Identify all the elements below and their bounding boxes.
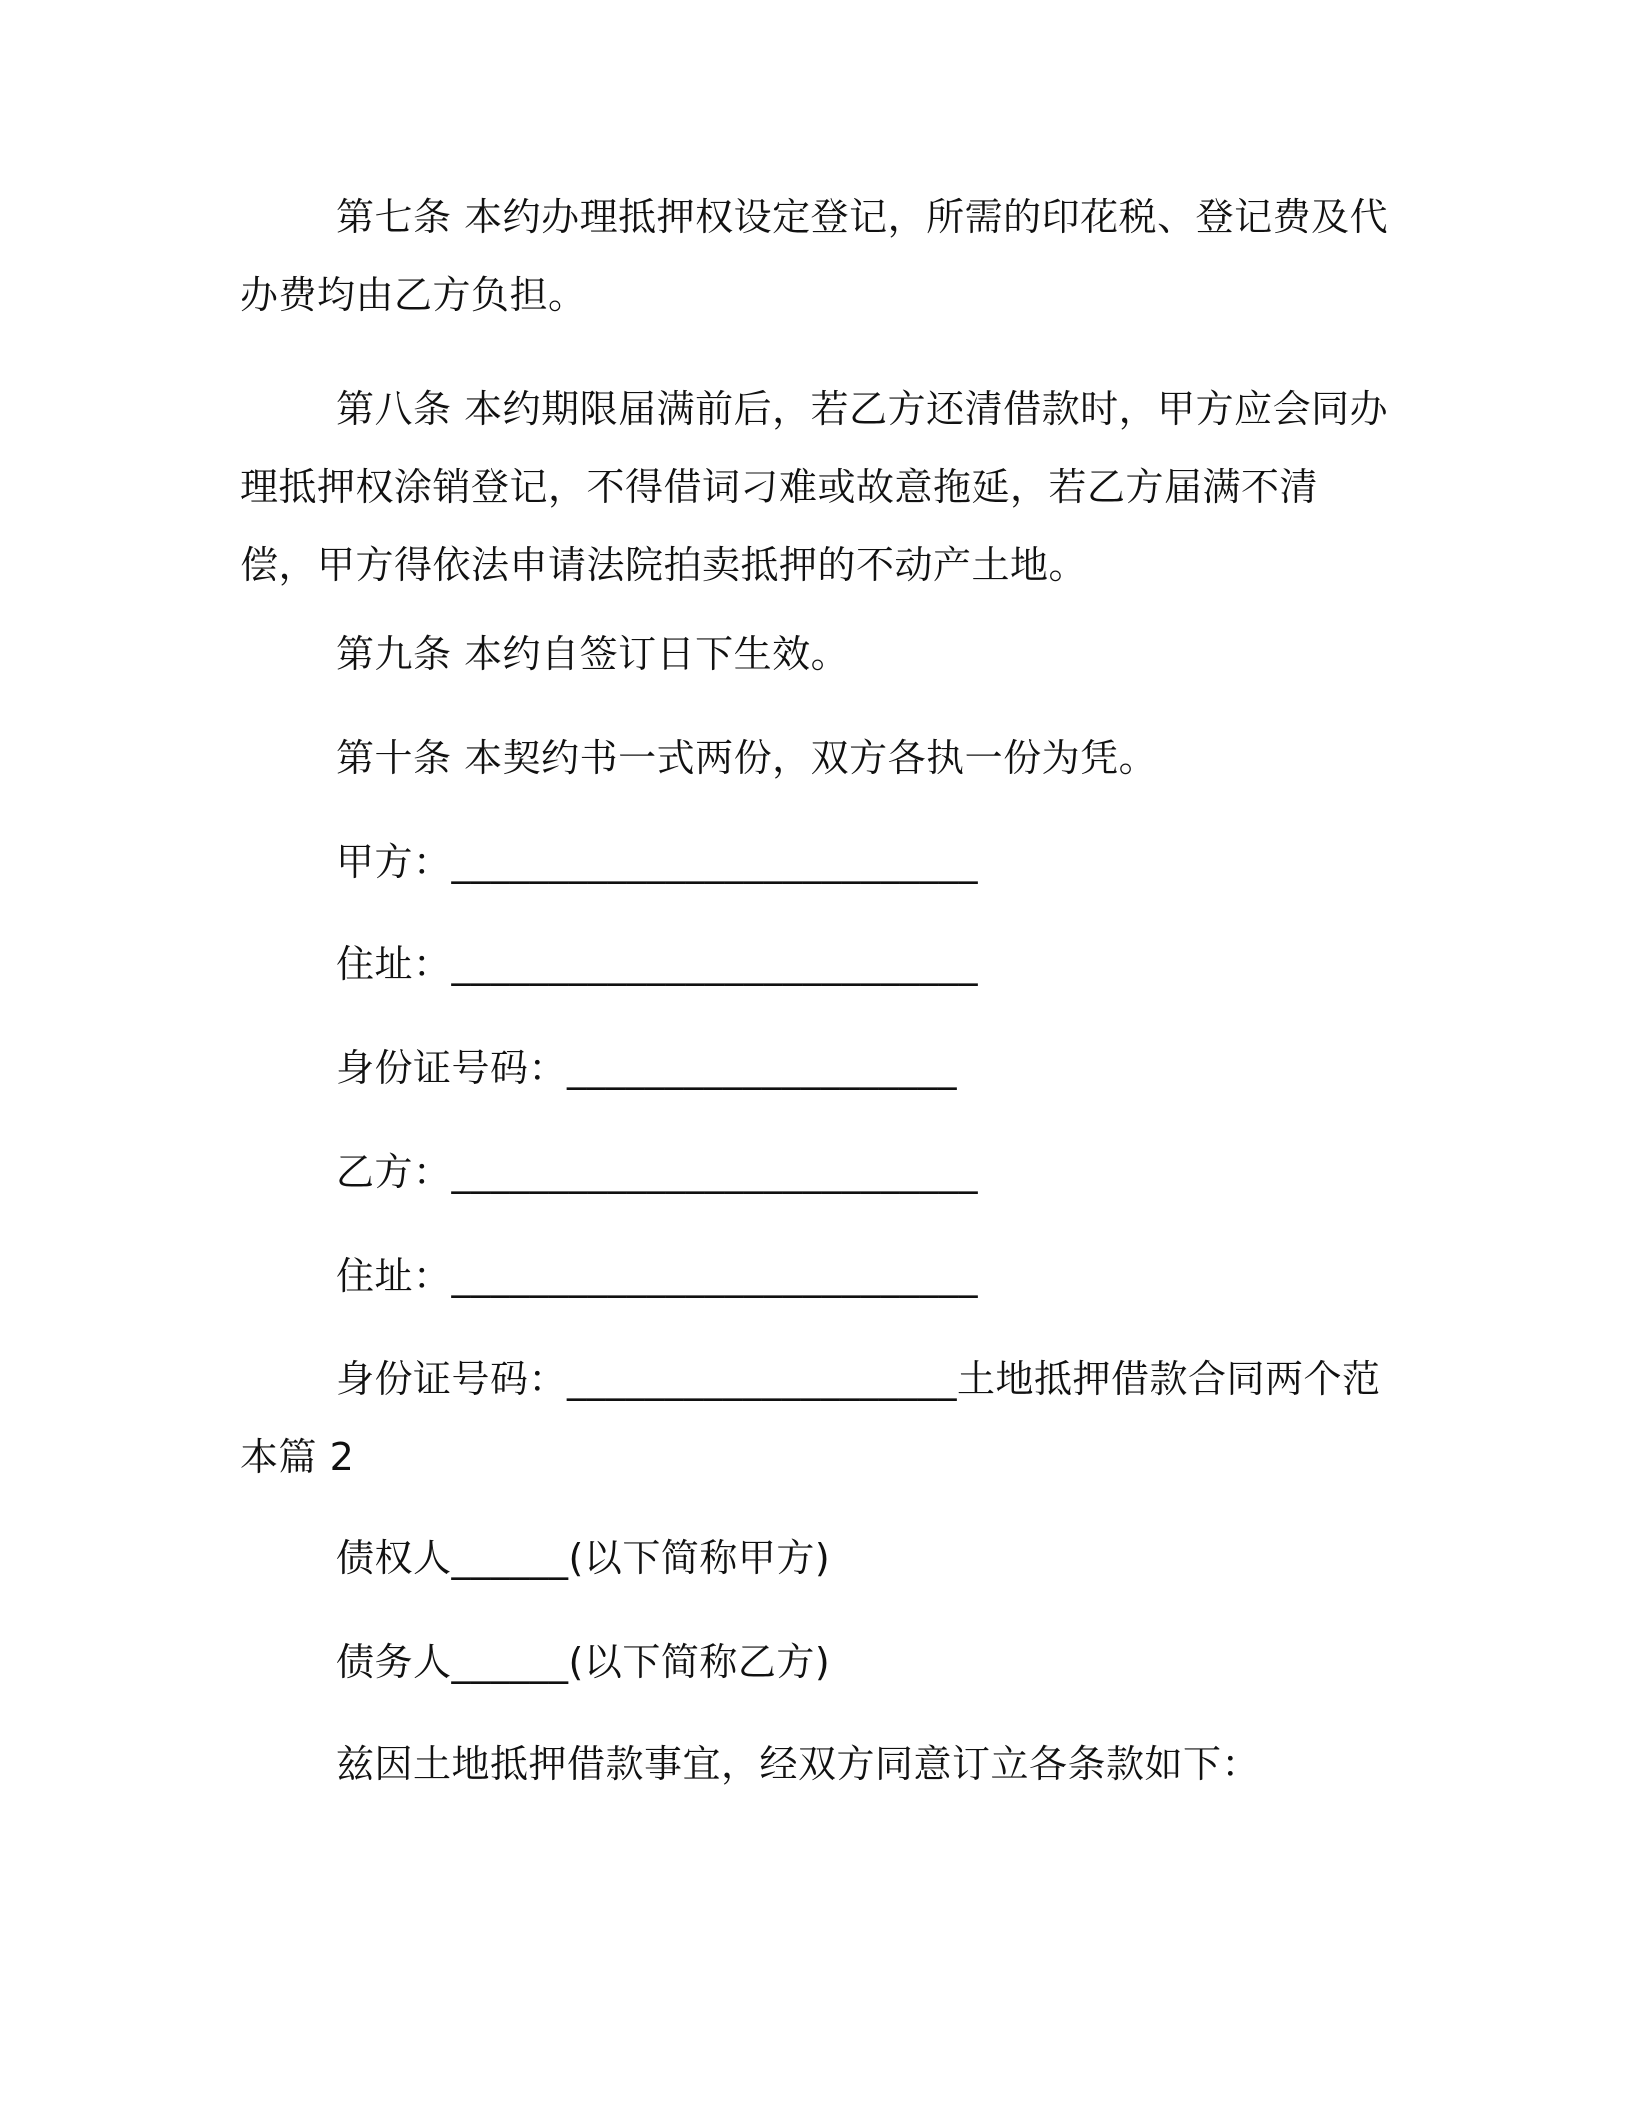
party-a-address-line: 住址：___________________________ [336,942,979,986]
debtor-line: 债务人______(以下简称乙方) [336,1640,831,1684]
article-8-paragraph: 第八条 本约期限届满前后，若乙方还清借款时，甲方应会同办理抵押权涂销登记，不得借词刁难或故意拖延，若乙方届满不清偿，甲方得依法申请法院拍卖抵押的不动产土地。 [240,387,1389,587]
party-b-line: 乙方：___________________________ [336,1150,979,1194]
article-9-paragraph: 第九条 本约自签订日下生效。 [336,632,850,676]
party-b-id-and-section-title: 身份证号码：____________________土地抵押借款合同两个范本篇 2 [240,1357,1381,1479]
article-7-paragraph: 第七条 本约办理抵押权设定登记，所需的印花税、登记费及代办费均由乙方负担。 [240,195,1389,317]
party-a-line: 甲方：___________________________ [336,840,979,884]
article-10-paragraph: 第十条 本契约书一式两份，双方各执一份为凭。 [336,736,1158,780]
party-b-address-line: 住址：___________________________ [336,1254,979,1298]
party-a-id-line: 身份证号码：____________________ [336,1046,958,1090]
preamble-line: 兹因土地抵押借款事宜，经双方同意订立各条款如下： [336,1742,1261,1786]
creditor-line: 债权人______(以下简称甲方) [336,1536,831,1580]
